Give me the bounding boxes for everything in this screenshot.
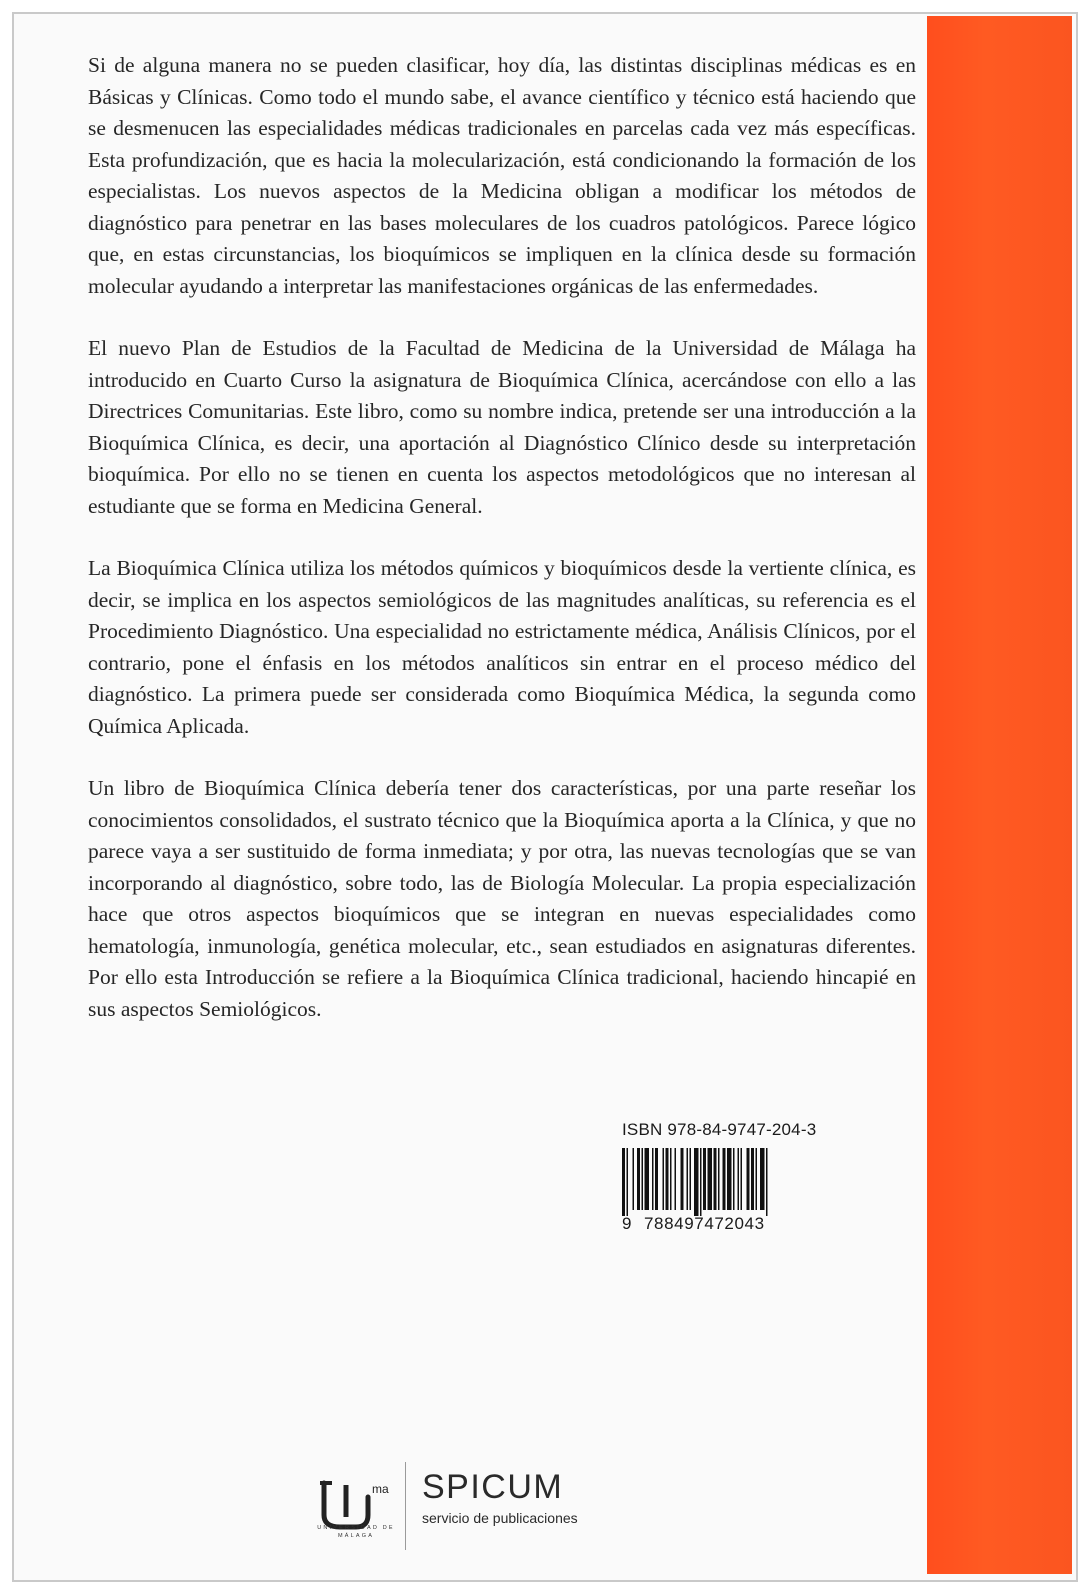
- paragraph-1: Si de alguna manera no se pueden clasificar, hoy día, las distintas disciplinas médicas es en Básicas y Clínicas. Como todo el mundo sabe, el avance científico y técnico está haciendo que se desmenucen las especialidades médicas tradicionales en parcelas cada vez más específicas. Esta profundización, que es hacia la molecularización, está condicionando la formación de los especialistas. Los nuevos aspectos de la Medicina obligan a modificar los métodos de diagnóstico para penetrar en las bases moleculares de los cuadros patológicos. Parece lógico que, en estas circunstancias, los bioquímicos se impliquen en la clínica desde su formación molecular ayudando a interpretar las manifestaciones orgánicas de las enfermedades.: [88, 53, 916, 298]
- paragraph-2: El nuevo Plan de Estudios de la Facultad de Medicina de la Universidad de Málaga ha introducido en Cuarto Curso la asignatura de Bioquímica Clínica, acercándose con ello a las Directrices Comunitarias. Este libro, como su nombre indica, pretende ser una introducción a la Bioquímica Clínica, es decir, una aportación al Diagnóstico Clínico desde su interpretación bioquímica. Por ello no se tienen en cuenta los aspectos metodológicos que no interesan al estudiante que se forma en Medicina General.: [88, 336, 916, 518]
- paragraph-4: Un libro de Bioquímica Clínica debería tener dos características, por una parte reseñar los conocimientos consolidados, el sustrato técnico que la Bioquímica aporta a la Clínica, y que no parece vaya a ser sustituido de forma inmediata; y por otra, las nuevas tecnologías que se van incorporando al diagnóstico, sobre todo, las de Biología Molecular. La propia especialización hace que otros aspectos bioquímicos que se integran en nuevas especialidades como hematología, inmunología, genética molecular, etc., sean estudiados en asignaturas diferentes. Por ello esta Introducción se refiere a la Bioquímica Clínica tradicional, haciendo hincapié en sus aspectos Semiológicos.: [88, 776, 916, 1021]
- barcode-icon: [600, 1146, 820, 1216]
- publisher-name: SPICUM: [422, 1468, 564, 1506]
- logo-mark: ma: [372, 1482, 389, 1496]
- barcode-digit-group: 788497472043: [644, 1214, 765, 1233]
- barcode-lead-digit: 9: [622, 1214, 632, 1233]
- paragraph-3: La Bioquímica Clínica utiliza los métodos químicos y bioquímicos desde la vertiente clínica, es decir, se implica en los aspectos semiológicos de las magnitudes analíticas, su referencia es el Procedimiento Diagnóstico. Una especialidad no estrictamente médica, Análisis Clínicos, por el contrario, pone el énfasis en los métodos analíticos sin entrar en el proceso médico del diagnóstico. La primera puede ser considerada como Bioquímica Médica, la segunda como Química Aplicada.: [88, 556, 916, 738]
- university-name: UNIVERSIDAD DE MÁLAGA: [317, 1525, 395, 1539]
- publisher-logos: [310, 1450, 630, 1560]
- isbn-barcode-area: [600, 1106, 830, 1256]
- orange-spine-strip: [927, 16, 1072, 1574]
- blurb-text: [88, 50, 916, 1056]
- publisher-divider: [405, 1462, 406, 1550]
- isbn-label: ISBN 978-84-9747-204-3: [622, 1120, 817, 1139]
- publisher-subtitle: servicio de publicaciones: [422, 1510, 578, 1526]
